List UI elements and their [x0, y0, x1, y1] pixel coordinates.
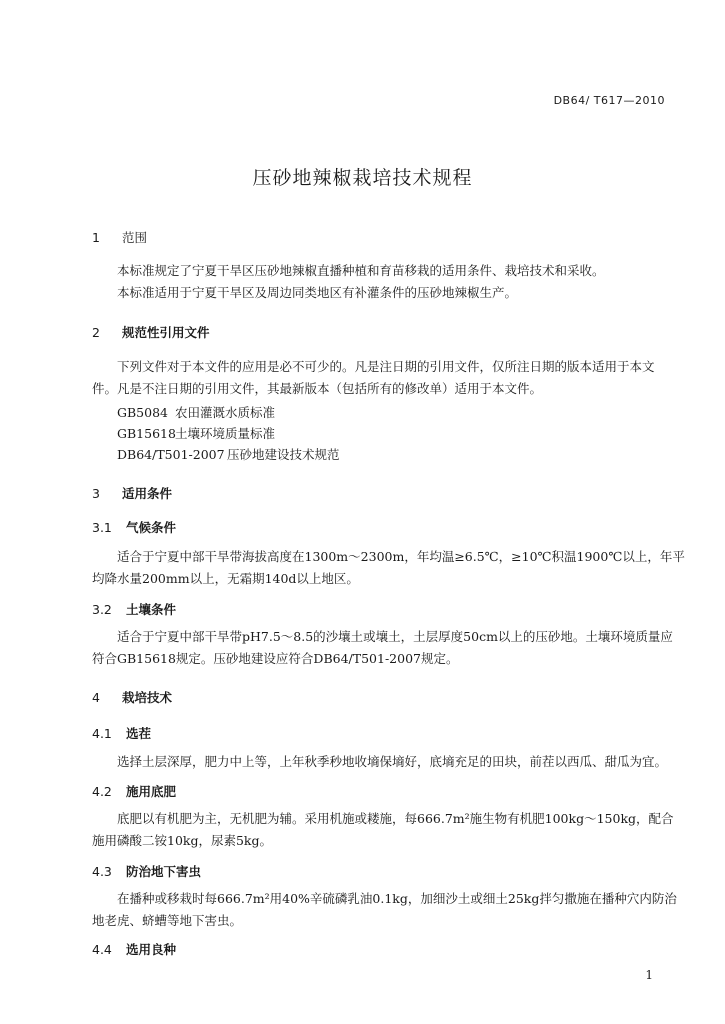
- reference-code: DB64/T501-2007: [117, 447, 225, 462]
- section-number: 3.1: [92, 520, 112, 535]
- standard-code: DB64/ T617—2010: [553, 94, 665, 107]
- section-title: 防治地下害虫: [126, 864, 202, 879]
- paragraph: 本标准规定了宁夏干旱区压砂地辣椒直播种植和育苗移栽的适用条件、栽培技术和采收。: [117, 263, 605, 278]
- reference-item: [117, 445, 340, 463]
- paragraph: 适合于宁夏中部干旱带pH7.5～8.5的沙壤土或壤土，土层厚度50cm以上的压砂地。土壤环境质量应: [117, 629, 673, 644]
- paragraph: 本标准适用于宁夏干旱区及周边同类地区有补灌条件的压砂地辣椒生产。: [117, 285, 518, 300]
- section-number: 4.1: [92, 726, 112, 741]
- paragraph: 适合于宁夏中部干旱带海拔高度在1300m～2300m，年均温≥6.5℃，≥10℃积温1900℃以上，年平: [117, 549, 685, 564]
- section-title: 规范性引用文件: [122, 325, 210, 340]
- reference-code: GB5084: [117, 405, 168, 420]
- section-3-heading: [92, 484, 172, 502]
- section-title: 适用条件: [122, 486, 173, 501]
- section-4-1-heading: [92, 724, 151, 742]
- section-title: 范围: [122, 230, 148, 245]
- paragraph: 地老虎、蛴螬等地下害虫。: [92, 913, 243, 928]
- paragraph: 件。凡是不注日期的引用文件，其最新版本（包括所有的修改单）适用于本文件。: [92, 381, 543, 396]
- paragraph: 符合GB15618规定。压砂地建设应符合DB64/T501-2007规定。: [92, 651, 459, 666]
- section-number: 4.2: [92, 784, 112, 799]
- paragraph: 在播种或移栽时每666.7m²用40%辛硫磷乳油0.1kg，加细沙土或细土25kg拌匀撒施在播种穴内防治: [117, 891, 677, 906]
- section-4-heading: [92, 688, 172, 706]
- section-title: 气候条件: [126, 520, 177, 535]
- section-1-heading: [92, 228, 147, 246]
- reference-item: [117, 424, 275, 442]
- section-4-2-heading: [92, 782, 176, 800]
- paragraph: 下列文件对于本文件的应用是必不可少的。凡是注日期的引用文件，仅所注日期的版本适用于本文: [117, 359, 655, 374]
- section-number: 4.4: [92, 942, 112, 957]
- section-title: 选用良种: [126, 942, 177, 957]
- section-title: 选茬: [126, 726, 152, 741]
- section-title: 土壤条件: [126, 602, 177, 617]
- reference-item: [117, 403, 275, 421]
- section-3-2-heading: [92, 600, 176, 618]
- section-number: 1: [92, 230, 100, 245]
- paragraph: 底肥以有机肥为主，无机肥为辅。采用机施或耧施，每666.7m²施生物有机肥100kg～150kg，配合: [117, 811, 674, 826]
- section-number: 4.3: [92, 864, 112, 879]
- section-2-heading: [92, 323, 210, 341]
- document-title: 压砂地辣椒栽培技术规程: [252, 167, 473, 189]
- section-number: 4: [92, 690, 100, 705]
- paragraph: 均降水量200mm以上，无霜期140d以上地区。: [92, 571, 359, 586]
- reference-code: GB15618: [117, 426, 176, 441]
- section-4-3-heading: [92, 862, 201, 880]
- section-4-4-heading: [92, 940, 176, 958]
- paragraph: 选择土层深厚，肥力中上等，上年秋季秒地收墒保墒好，底墒充足的田块，前茬以西瓜、甜瓜为宜。: [117, 754, 668, 769]
- section-3-1-heading: [92, 518, 176, 536]
- section-title: 栽培技术: [122, 690, 173, 705]
- section-number: 3: [92, 486, 100, 501]
- section-title: 施用底肥: [126, 784, 177, 799]
- reference-name: 土壤环境质量标准: [175, 426, 276, 441]
- section-number: 2: [92, 325, 100, 340]
- reference-name: 农田灌溉水质标准: [175, 405, 276, 420]
- paragraph: 施用磷酸二铵10kg，尿素5kg。: [92, 833, 273, 848]
- reference-name: 压砂地建设技术规范: [227, 447, 340, 462]
- page-number: 1: [645, 968, 653, 982]
- section-number: 3.2: [92, 602, 112, 617]
